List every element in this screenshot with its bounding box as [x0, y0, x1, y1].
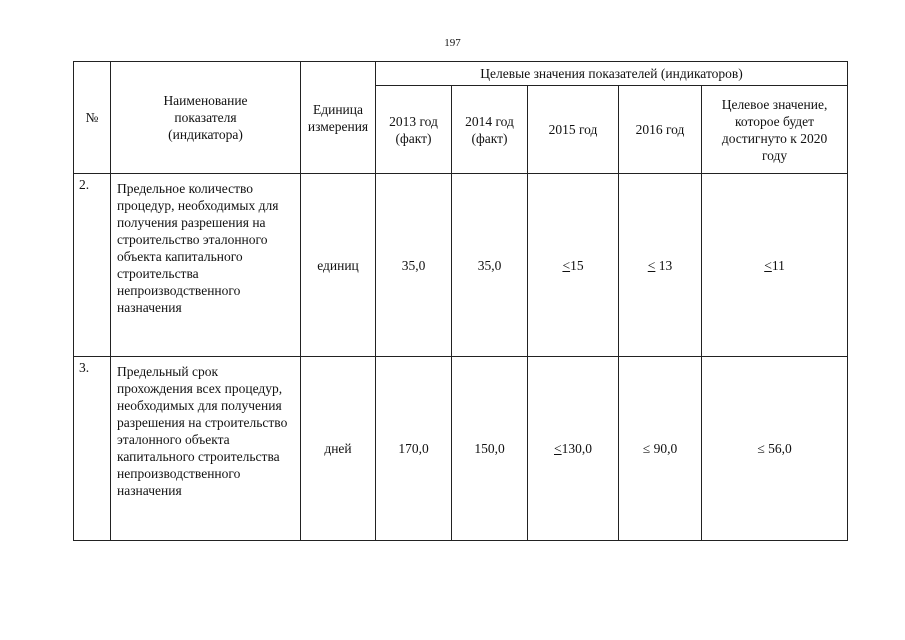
- value-2015: [528, 174, 619, 357]
- unit-cell: единиц: [301, 174, 376, 357]
- value-2016: [619, 357, 702, 541]
- value-2014: 150,0: [452, 357, 528, 541]
- header-name: Наименование показателя (индикатора): [111, 62, 301, 174]
- header-year-2014: 2014 год (факт): [452, 86, 528, 174]
- table-row: [74, 174, 848, 357]
- header-unit: Единица измерения: [301, 62, 376, 174]
- unit-cell: дней: [301, 357, 376, 541]
- value-number: 90,0: [653, 441, 678, 456]
- row-number: 2.: [74, 174, 111, 357]
- value-2015: [528, 357, 619, 541]
- indicator-name: Предельное количество процедур, необходимых для получения разрешения на строительство эталонного объекта капитального строительства непроизводственного назначения: [111, 174, 301, 357]
- table-row: [74, 357, 848, 541]
- value-number: 11: [771, 257, 785, 273]
- row-number: 3.: [74, 357, 111, 541]
- page-number: 197: [444, 37, 461, 49]
- leq-sign: <: [554, 441, 562, 456]
- leq-sign: ≤: [642, 441, 651, 456]
- value-2013: 35,0: [376, 174, 452, 357]
- leq-sign: <: [562, 257, 571, 273]
- value-2020: [702, 174, 848, 357]
- value-2014: 35,0: [452, 174, 528, 357]
- header-number: №: [74, 62, 111, 174]
- value-number: 56,0: [768, 441, 792, 456]
- leq-sign: <: [647, 257, 656, 273]
- value-2013: 170,0: [376, 357, 452, 541]
- leq-sign: <: [764, 257, 772, 273]
- header-year-2013: 2013 год (факт): [376, 86, 452, 174]
- value-number: 13: [658, 257, 673, 273]
- header-year-2015: 2015 год: [528, 86, 619, 174]
- value-2020: [702, 357, 848, 541]
- value-number: 130,0: [561, 441, 592, 456]
- header-targets-group: Целевые значения показателей (индикаторов): [376, 62, 848, 86]
- value-number: 15: [570, 257, 584, 273]
- leq-sign: ≤: [757, 441, 765, 456]
- header-year-2016: 2016 год: [619, 86, 702, 174]
- header-target-2020: Целевое значение, которое будет достигнуто к 2020 году: [702, 86, 848, 174]
- indicators-table: [73, 61, 848, 541]
- value-2016: [619, 174, 702, 357]
- indicator-name: Предельный срок прохождения всех процедур, необходимых для получения разрешения на строительство эталонного объекта капитального строительства непроизводственного назначения: [111, 357, 301, 541]
